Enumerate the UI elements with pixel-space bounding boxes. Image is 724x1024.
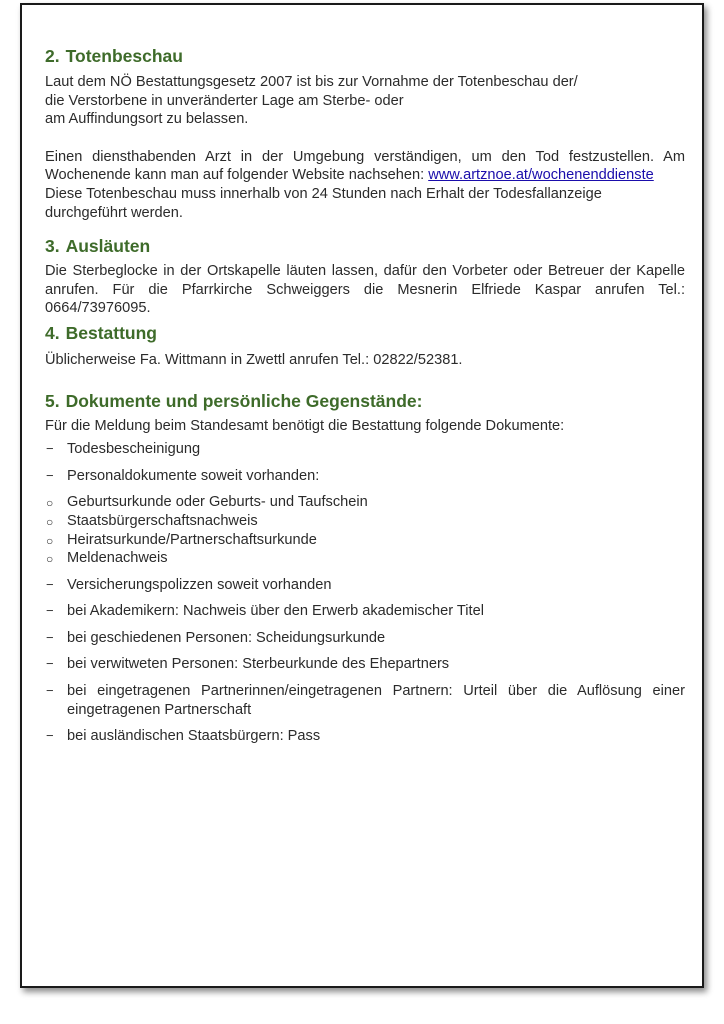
dokumente-list <box>45 440 685 746</box>
section-heading-auslaeuten: 3. Ausläuten <box>45 236 151 257</box>
dokumente-intro: Für die Meldung beim Standesamt benötigt die Bestattung folgende Dokumente: <box>45 417 565 434</box>
totenbeschau-paragraph-2: Einen diensthabenden Arzt in der Umgebung verständigen, um den Tod festzustellen. Am Wochenende kann man auf folgender Website nachsehen: www.artznoe.at/wochenenddienste <box>45 148 685 184</box>
dash-bullet: − <box>46 603 54 619</box>
section-heading-dokumente: 5. Dokumente und persönliche Gegenstände: <box>45 390 423 411</box>
list-item: − bei geschiedenen Personen: Scheidungsurkunde <box>46 629 386 646</box>
auslaeuten-paragraph: Die Sterbeglocke in der Ortskapelle läuten lassen, dafür den Vorbeter oder Betreuer der Kapelle anrufen. Für die Pfarrkirche Schweiggers die Mesnerin Elfriede Kaspar anrufen Tel.: 0664/73976095. <box>45 263 685 317</box>
list-item: ○ Meldenachweis <box>45 549 685 568</box>
dash-bullet: − <box>46 656 54 672</box>
list-item: ○ Heiratsurkunde/Partnerschaftsurkunde <box>45 531 685 550</box>
section-heading-bestattung: 4. Bestattung <box>45 322 157 343</box>
dash-bullet: − <box>46 629 54 645</box>
circle-bullet: ○ <box>46 514 54 529</box>
totenbeschau-paragraph-3: Diese Totenbeschau muss innerhalb von 24 Stunden nach Erhalt der Todesfallanzeige durchgeführt werden. <box>45 185 602 221</box>
list-item: − bei eingetragenen Partnerinnen/eingetragenen Partnern: Urteil über die Auflösung einer eingetragenen Partnerschaft <box>46 683 685 718</box>
list-item: − Versicherungspolizzen soweit vorhanden <box>46 576 332 593</box>
totenbeschau-paragraph-1: Laut dem NÖ Bestattungsgesetz 2007 ist bis zur Vornahme der Totenbeschau der/ die Verstorbene in unveränderter Lage am Sterbe- oder am Auffindungsort zu belassen. <box>45 74 578 128</box>
document-content <box>45 45 685 746</box>
dash-bullet: − <box>46 683 54 699</box>
document-page <box>20 3 704 988</box>
list-item: ○ Geburtsurkunde oder Geburts- und Taufschein <box>45 493 685 512</box>
circle-bullet: ○ <box>46 552 54 567</box>
list-item: − bei ausländischen Staatsbürgern: Pass <box>46 728 321 745</box>
bestattung-paragraph: Üblicherweise Fa. Wittmann in Zwettl anrufen Tel.: 02822/52381. <box>45 351 463 368</box>
dash-bullet: − <box>46 728 54 744</box>
section-heading-totenbeschau: 2. Totenbeschau <box>45 46 183 66</box>
dash-bullet: − <box>46 576 54 592</box>
list-item: ○ Staatsbürgerschaftsnachweis <box>45 512 685 531</box>
wochenenddienste-link[interactable]: www.artznoe.at/wochenenddienste <box>428 167 654 184</box>
list-item: − Personaldokumente soweit vorhanden: <box>46 467 320 484</box>
circle-bullet: ○ <box>46 533 54 548</box>
circle-bullet: ○ <box>46 496 54 511</box>
dash-bullet: − <box>46 467 54 483</box>
dash-bullet: − <box>46 441 54 457</box>
list-item: − bei verwitweten Personen: Sterbeurkunde des Ehepartners <box>46 656 450 673</box>
list-item: − bei Akademikern: Nachweis über den Erwerb akademischer Titel <box>46 603 484 620</box>
list-item: − Todesbescheinigung <box>46 441 201 458</box>
